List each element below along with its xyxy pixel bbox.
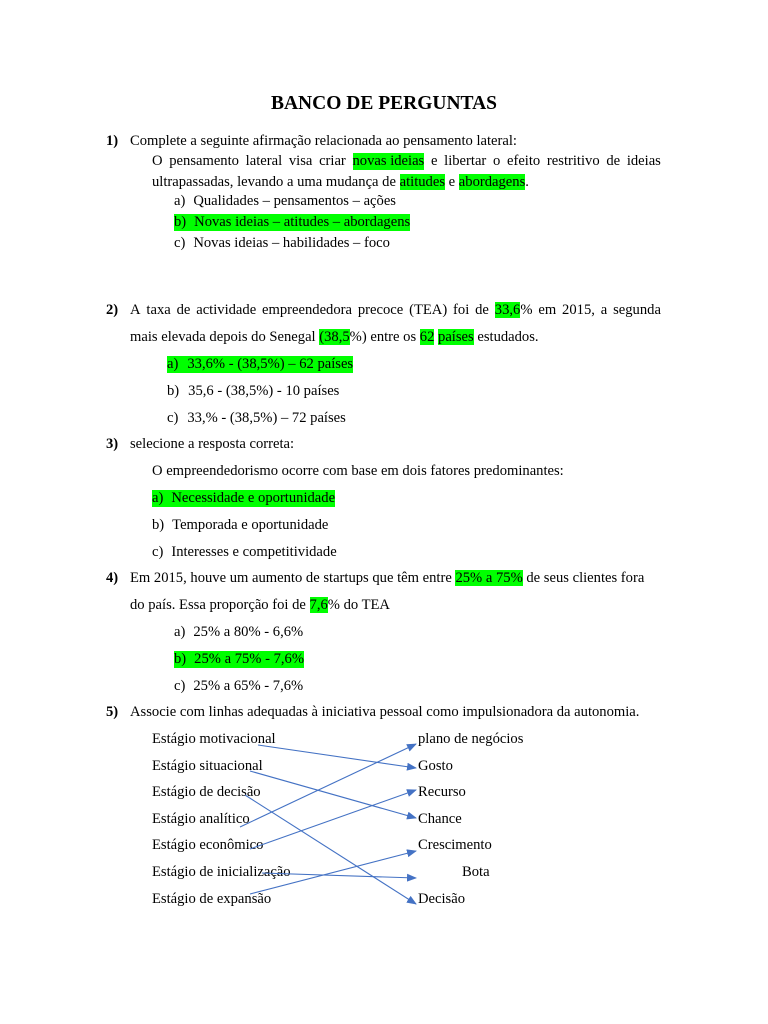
word: libertar <box>444 153 487 169</box>
option-letter: b) <box>152 517 165 533</box>
option-letter: b) <box>167 383 180 399</box>
text: de seus clientes fora <box>522 570 645 586</box>
word: A <box>130 302 141 318</box>
right-item-bota: Bota <box>462 864 490 880</box>
option-text: Novas ideias – habilidades – foco <box>193 235 390 251</box>
option-text: 25% a 65% - 7,6% <box>193 678 304 694</box>
left-item-economico: Estágio econômico <box>152 837 264 853</box>
left-item-analitico: Estágio analítico <box>152 811 250 827</box>
option-letter: a) <box>152 490 164 506</box>
word: precoce <box>357 302 404 318</box>
arrow-economico-recurso <box>250 790 416 849</box>
option-text: Necessidade e oportunidade <box>171 490 336 506</box>
left-item-inicializacao: Estágio de inicialização <box>152 864 291 880</box>
word: ideias <box>626 153 661 169</box>
option-text: Temporada e oportunidade <box>172 517 329 533</box>
text: do país. Essa proporção foi de <box>130 597 310 613</box>
option-text: Novas ideias – atitudes – abordagens <box>194 214 411 230</box>
text: % <box>520 302 533 318</box>
word: o <box>492 153 501 169</box>
word: foi <box>453 302 470 318</box>
highlight-number: 33,6 <box>494 302 521 318</box>
word: 2015, <box>562 302 595 318</box>
option-letter: a) <box>167 356 179 372</box>
word: efeito <box>506 153 541 169</box>
option-letter: b) <box>174 214 187 230</box>
text: . <box>525 174 529 190</box>
q2-number: 2) <box>106 302 119 318</box>
highlight-25-75: 25% a 75% <box>455 570 523 586</box>
q1-number: 1) <box>106 133 119 149</box>
option-letter: c) <box>167 410 179 426</box>
option-text: 33,% - (38,5%) – 72 países <box>187 410 346 426</box>
right-item-chance: Chance <box>418 811 462 827</box>
right-item-decisao: Decisão <box>418 891 466 907</box>
highlight-atitudes: atitudes <box>399 174 446 190</box>
option-letter: c) <box>152 544 164 560</box>
text: % do TEA <box>327 597 390 613</box>
arrow-motivacional-gosto <box>258 745 416 768</box>
option-text: Qualidades – pensamentos – ações <box>193 193 396 209</box>
word: e <box>430 153 438 169</box>
arrow-analitico-plano <box>240 744 416 827</box>
option-letter: c) <box>174 678 186 694</box>
word: segunda <box>613 302 661 318</box>
word: de <box>475 302 489 318</box>
text: %) entre os <box>349 329 420 345</box>
text: Em 2015, houve um aumento de startups que têm entre <box>130 570 456 586</box>
option-text: 33,6% - (38,5%) – 62 países <box>187 356 354 372</box>
word: criar <box>319 153 346 169</box>
right-item-gosto: Gosto <box>418 758 453 774</box>
word: a <box>600 302 608 318</box>
arrow-decisao-decisao <box>245 795 416 904</box>
q3-statement: O empreendedorismo ocorre com base em dois fatores predominantes: <box>152 463 564 479</box>
highlight-paises: países <box>438 329 474 345</box>
right-item-recurso: Recurso <box>418 784 466 800</box>
option-letter: a) <box>174 624 186 640</box>
highlight-7-6: 7,6 <box>309 597 328 613</box>
q5-number: 5) <box>106 704 119 720</box>
text: mais elevada depois do Senegal <box>130 329 320 345</box>
q3-number: 3) <box>106 436 119 452</box>
right-item-plano: plano de negócios <box>418 731 524 747</box>
left-item-expansao: Estágio de expansão <box>152 891 272 907</box>
left-item-motivacional: Estágio motivacional <box>152 731 276 747</box>
highlight-38-5: (38,5 <box>319 329 350 345</box>
option-text: Interesses e competitividade <box>171 544 337 560</box>
word: pensamento <box>169 153 239 169</box>
option-text: 25% a 80% - 6,6% <box>193 624 304 640</box>
q3-prompt: selecione a resposta correta: <box>130 436 295 452</box>
option-text: 25% a 75% - 7,6% <box>194 651 305 667</box>
word: empreendedora <box>262 302 352 318</box>
option-letter: a) <box>174 193 186 209</box>
word: lateral <box>245 153 283 169</box>
text: e <box>445 174 459 190</box>
word: restritivo <box>546 153 600 169</box>
option-text: 35,6 - (38,5%) - 10 países <box>188 383 340 399</box>
highlight-abordagens: abordagens <box>458 174 526 190</box>
page-title: BANCO DE PERGUNTAS <box>270 93 498 114</box>
text: estudados. <box>473 329 539 345</box>
q1-prompt: Complete a seguinte afirmação relacionada ao pensamento lateral: <box>130 133 517 149</box>
left-item-decisao: Estágio de decisão <box>152 784 261 800</box>
word: actividade <box>196 302 257 318</box>
word: de <box>606 153 621 169</box>
option-letter: c) <box>174 235 186 251</box>
word: O <box>152 153 163 169</box>
q5-prompt: Associe com linhas adequadas à iniciativa pessoal como impulsionadora da autonomia. <box>130 704 640 720</box>
word: em <box>538 302 557 318</box>
word: visa <box>288 153 313 169</box>
word: de <box>176 302 191 318</box>
text: ultrapassadas, levando a uma mudança de <box>152 174 400 190</box>
arrow-inicializacao-bota <box>262 873 416 878</box>
left-item-situacional: Estágio situacional <box>152 758 263 774</box>
highlight-novas-ideias: novas ideias <box>352 153 425 169</box>
option-letter: b) <box>174 651 187 667</box>
word: (TEA) <box>409 302 448 318</box>
word: taxa <box>146 302 171 318</box>
highlight-62: 62 <box>419 329 435 345</box>
q4-number: 4) <box>106 570 119 586</box>
right-item-crescimento: Crescimento <box>418 837 492 853</box>
